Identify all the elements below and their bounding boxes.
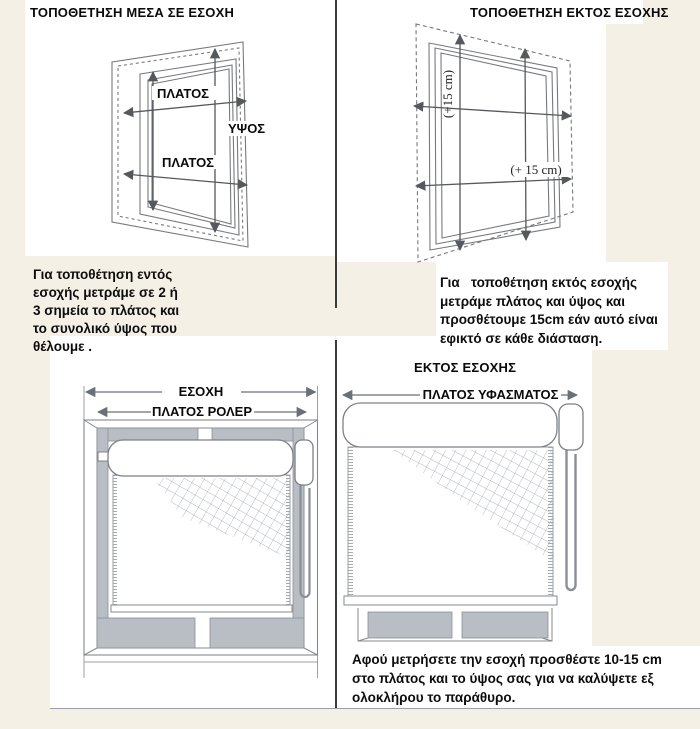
instructions-outside-recess-bottom	[352, 650, 662, 707]
height-label: ΥΨΟΣ	[228, 121, 266, 136]
column-divider-top	[335, 0, 337, 308]
bottom-rule	[50, 708, 700, 709]
bottom-bar	[344, 596, 557, 605]
blind-fabric	[344, 447, 557, 605]
paragraph-line: ολοκλήρου το παράθυρο.	[352, 690, 516, 705]
diagram-roller-inside-recess	[65, 378, 330, 703]
window-frame	[112, 42, 248, 247]
roller-tube	[343, 403, 583, 450]
width-allowance-label: (+ 15 cm)	[510, 162, 562, 177]
fabric-width-label: ΠΛΑΤΟΣ ΥΦΑΣΜΑΤΟΣ	[422, 387, 559, 402]
chain-mechanism	[559, 404, 583, 450]
paragraph-line: στο πλάτος και το ύψος σας για να καλύψετε εξ	[352, 671, 654, 686]
bottom-bar	[111, 605, 292, 612]
paragraph-line: εσοχής μετράμε σε 2 ή	[33, 285, 178, 300]
height-measure-arrows	[460, 35, 526, 250]
diagram-window-inside-recess	[60, 32, 310, 267]
height-measure-arrows	[153, 49, 215, 232]
paragraph-line: το συνολικό ύψος που	[33, 321, 177, 336]
title-inside-recess: ΤΟΠΟΘΕΤΗΣΗ ΜΕΣΑ ΣΕ ΕΣΟΧΗ	[30, 5, 235, 20]
pull-chain	[567, 450, 576, 590]
recess-label: ΕΣΟΧΗ	[178, 384, 224, 399]
paragraph-line: προσθέτουμε 15cm εάν αυτό είναι	[440, 312, 658, 327]
blind-fabric	[111, 475, 292, 612]
diagram-window-outside-recess	[405, 22, 585, 270]
paragraph-line: Αφού μετρήσετε την εσοχή προσθέστε 10-15 cm	[352, 652, 662, 667]
paragraph-line: εφικτό σε κάθε διάσταση.	[440, 330, 603, 346]
width-label-bottom: ΠΛΑΤΟΣ	[162, 155, 214, 170]
window-sill	[358, 608, 552, 641]
instructions-inside-recess	[33, 266, 179, 356]
column-divider-bottom	[335, 340, 337, 708]
paragraph-line: Για τοποθέτηση εντός	[33, 267, 173, 282]
height-allowance-label: (+15 cm)	[440, 69, 455, 119]
paragraph-line: Για τοποθέτηση εκτός εσοχής	[440, 275, 638, 290]
bracket-pin	[98, 452, 108, 461]
roller-width-label: ΠΛΑΤΟΣ ΡΟΛΕΡ	[151, 404, 253, 419]
paragraph-line: μετράμε πλάτος και ύψος και	[440, 293, 625, 309]
instructions-outside-recess	[440, 274, 658, 348]
title-outside-recess: ΤΟΠΟΘΕΤΗΣΗ ΕΚΤΟΣ ΕΣΟΧΗΣ	[470, 5, 669, 20]
width-label-top: ΠΛΑΤΟΣ	[157, 86, 209, 101]
paragraph-line: 3 σημεία το πλάτος και	[33, 303, 180, 318]
chain-mechanism	[295, 440, 313, 485]
diagram-roller-outside-recess	[340, 380, 600, 650]
title-outside-recess-bottom: ΕΚΤΟΣ ΕΣΟΧΗΣ	[414, 360, 517, 375]
paragraph-line: θέλουμε .	[33, 339, 93, 354]
width-measure-arrows	[124, 101, 247, 185]
